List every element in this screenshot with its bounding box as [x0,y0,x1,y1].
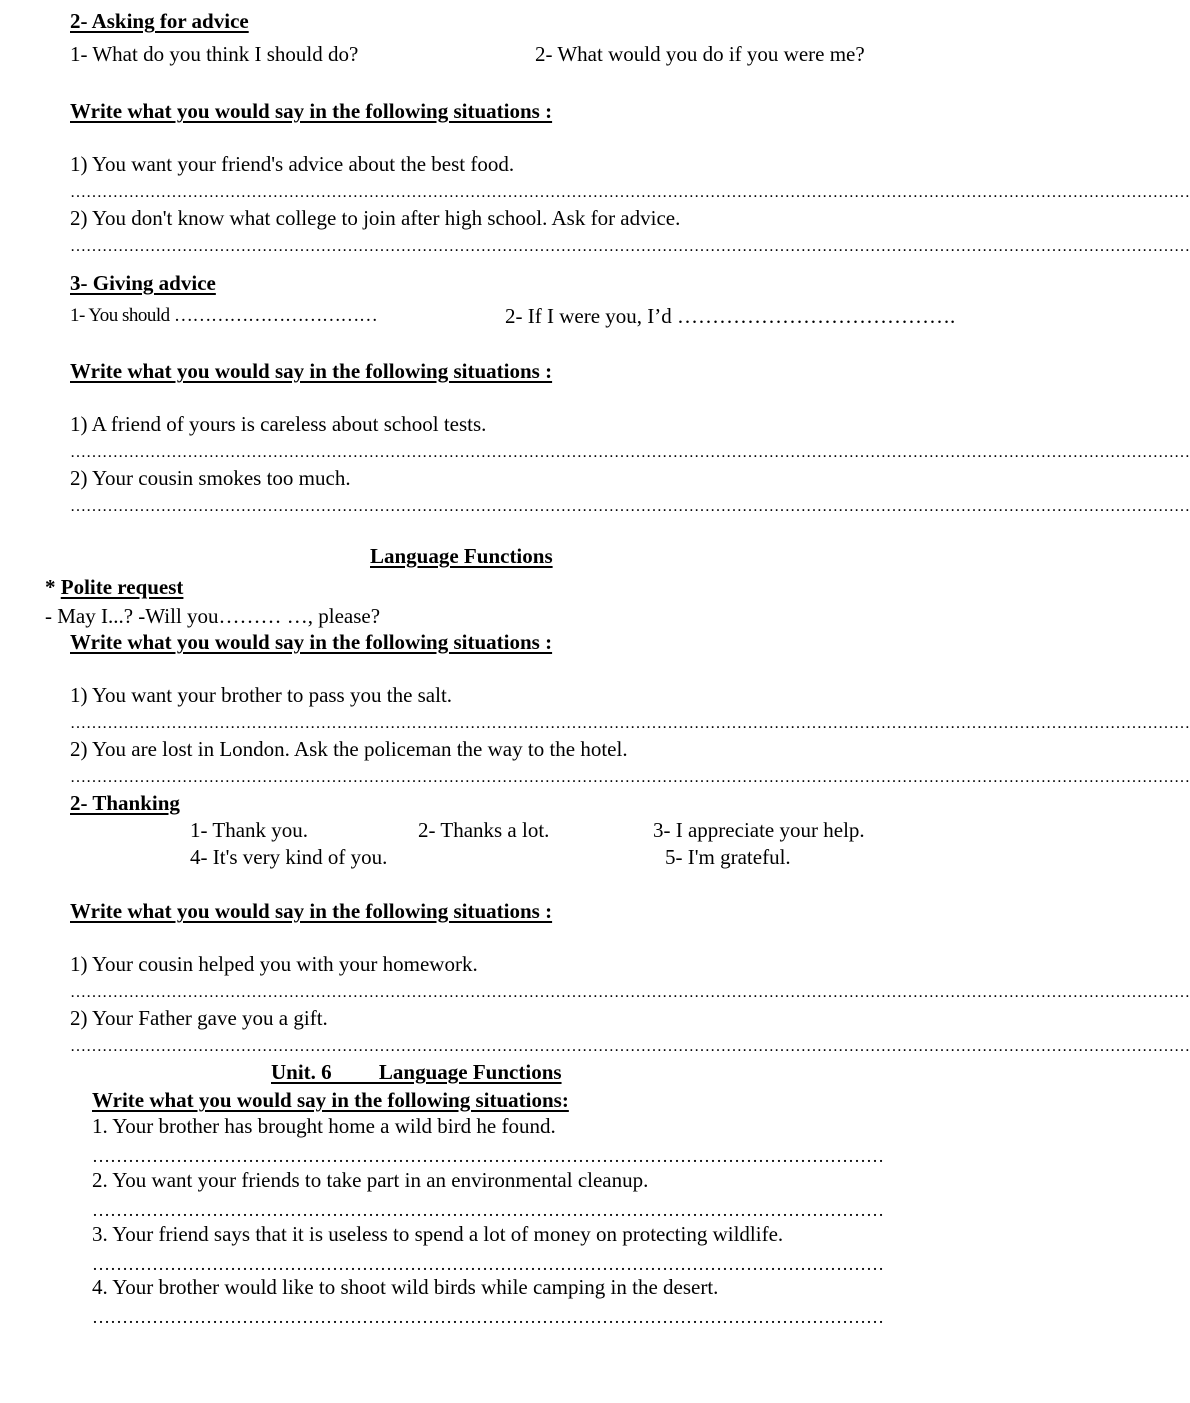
giving-instruction: Write what you would say in the following situations : [70,359,553,383]
asking-answer-line-1[interactable]: ………………………………………………………………………………………………………………………………………………………………………………………… [70,184,1190,201]
thanking-question-2: 2) Your Father gave you a gift. [70,1006,328,1030]
unit6-question-2: 2. You want your friends to take part in an environmental cleanup. [92,1168,649,1192]
polite-question-2: 2) You are lost in London. Ask the policeman the way to the hotel. [70,737,628,761]
giving-phrase-1: 1- You should …………………………… [70,305,378,326]
thanking-phrase-2: 2- Thanks a lot. [418,818,550,842]
polite-request-heading-row [45,575,183,599]
thanking-phrase-3: 3- I appreciate your help. [653,818,865,842]
bullet-star: * [45,575,61,599]
unit6-question-3: 3. Your friend says that it is useless to spend a lot of money on protecting wildlife. [92,1222,784,1246]
asking-question-2: 2) You don't know what college to join after high school. Ask for advice. [70,206,681,230]
thanking-phrase-4: 4- It's very kind of you. [190,845,388,869]
asking-phrase-1: 1- What do you think I should do? [70,42,359,66]
polite-instruction: Write what you would say in the following situations : [70,630,553,654]
thanking-instruction: Write what you would say in the following situations : [70,899,553,923]
giving-question-2: 2) Your cousin smokes too much. [70,466,351,490]
asking-heading: 2- Asking for advice [70,9,249,33]
asking-question-1: 1) You want your friend's advice about the best food. [70,152,515,176]
thanking-answer-line-2[interactable]: ………………………………………………………………………………………………………………………………………………………………………………………… [70,1038,1190,1055]
asking-answer-line-2[interactable]: ………………………………………………………………………………………………………………………………………………………………………………………… [70,238,1190,255]
thanking-phrase-5: 5- I'm grateful. [665,845,791,869]
language-functions-title: Language Functions [370,544,553,568]
unit6-answer-line-3[interactable]: …………………………………………………………………………………………………………………… [92,1254,884,1274]
polite-request-phrases: - May I...? -Will you……… …, please? [45,604,381,628]
polite-request-heading: Polite request [60,575,184,599]
giving-answer-line-1[interactable]: ………………………………………………………………………………………………………………………………………………………………………………………… [70,444,1190,461]
thanking-question-1: 1) Your cousin helped you with your homework. [70,952,478,976]
unit6-title: Unit. 6 Language Functions [271,1060,562,1084]
giving-phrase-2: 2- If I were you, I’d …………………………………. [505,304,956,328]
giving-question-1: 1) A friend of yours is careless about school tests. [70,412,487,436]
unit6-answer-line-4[interactable]: …………………………………………………………………………………………………………………… [92,1307,884,1327]
unit6-answer-line-2[interactable]: …………………………………………………………………………………………………………………… [92,1200,884,1220]
polite-answer-line-1[interactable]: ………………………………………………………………………………………………………………………………………………………………………………………… [70,715,1190,732]
thanking-heading: 2- Thanking [70,791,180,815]
unit6-question-1: 1. Your brother has brought home a wild bird he found. [92,1114,556,1138]
unit6-question-4: 4. Your brother would like to shoot wild birds while camping in the desert. [92,1275,719,1299]
giving-heading: 3- Giving advice [70,271,216,295]
polite-question-1: 1) You want your brother to pass you the salt. [70,683,453,707]
asking-instruction: Write what you would say in the following situations : [70,99,553,123]
polite-answer-line-2[interactable]: ………………………………………………………………………………………………………………………………………………………………………………………… [70,769,1190,786]
thanking-phrase-1: 1- Thank you. [190,818,309,842]
thanking-answer-line-1[interactable]: ………………………………………………………………………………………………………………………………………………………………………………………… [70,984,1190,1001]
asking-phrase-2: 2- What would you do if you were me? [535,42,865,66]
giving-answer-line-2[interactable]: ………………………………………………………………………………………………………………………………………………………………………………………… [70,498,1190,515]
unit6-answer-line-1[interactable]: …………………………………………………………………………………………………………………… [92,1146,884,1166]
unit6-instruction: Write what you would say in the following situations: [92,1088,569,1112]
